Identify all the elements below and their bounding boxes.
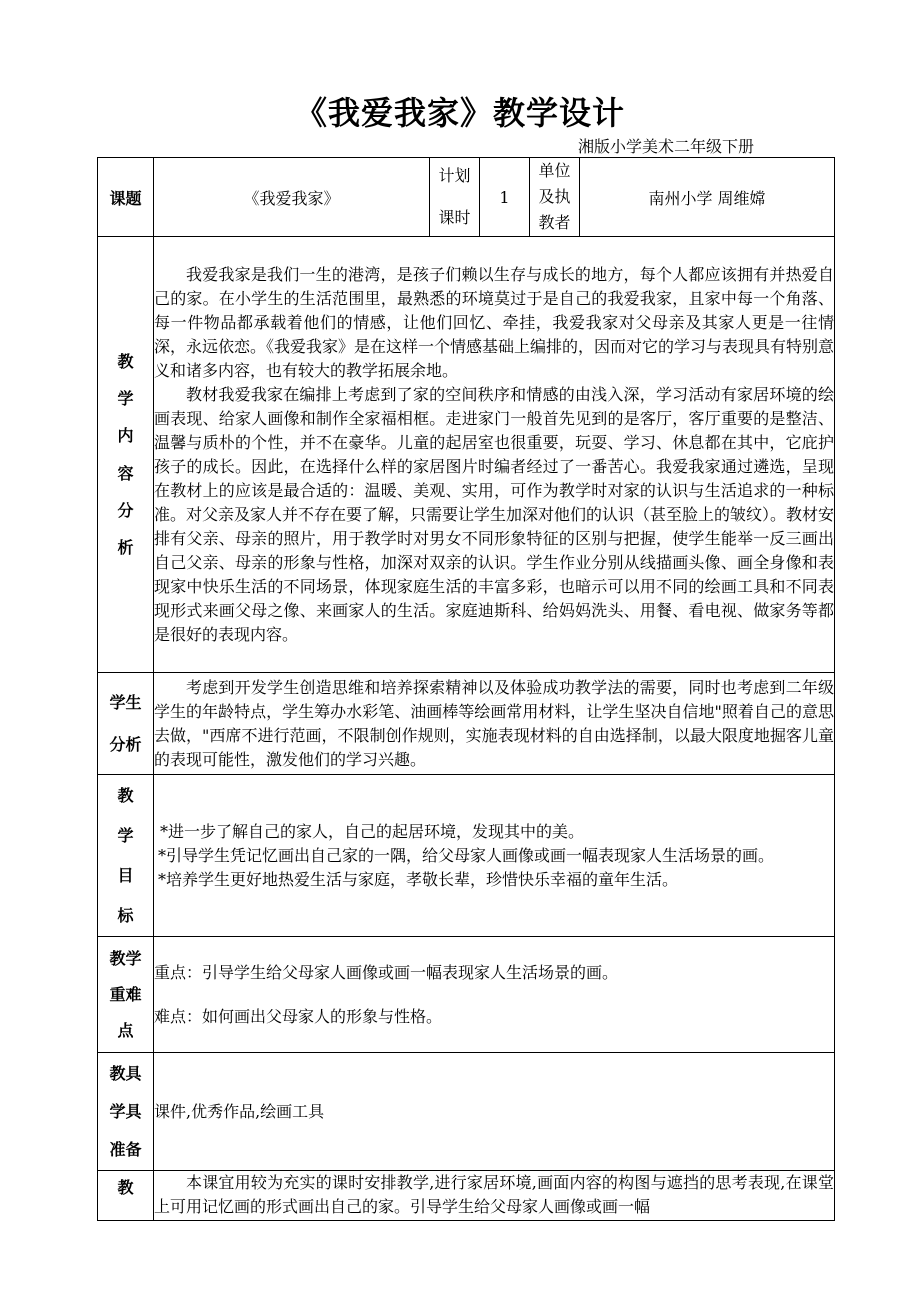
label-line: 学具: [109, 1101, 142, 1121]
label-line: 教具: [109, 1063, 142, 1083]
hours-label-line: 课时: [438, 208, 471, 227]
label-line: 教学: [109, 948, 142, 968]
goals-row: [98, 775, 835, 937]
topic-value: 《我爱我家》: [154, 158, 430, 237]
hours-value: 1: [480, 158, 530, 237]
label-char: 内: [117, 426, 134, 446]
lesson-plan-table: [97, 157, 835, 1221]
label-char: 目: [117, 865, 134, 885]
key-points-row: [98, 937, 835, 1053]
unit-label: [530, 158, 580, 237]
teaching-label: 教: [98, 1171, 154, 1221]
label-char: 标: [117, 905, 134, 925]
page-title: 《我爱我家》教学设计: [294, 94, 625, 132]
label-line: 重难: [109, 984, 142, 1004]
teaching-text: 本课宜用较为充实的课时安排教学,进行家居环境,画面内容的构图与遮挡的思考表现,在课堂上可用记忆画的形式画出自己的家。引导学生给父母家人画像或画一幅: [154, 1171, 835, 1221]
label-line: 分析: [109, 734, 142, 754]
label-char: 教: [117, 351, 134, 371]
subtitle: 湘版小学美术二年级下册: [578, 137, 755, 156]
hours-label-line: 计划: [438, 166, 471, 185]
materials-row: [98, 1053, 835, 1171]
hours-label: [430, 158, 480, 237]
key-points-text: [154, 937, 835, 1053]
unit-label-line: 教者: [538, 213, 571, 232]
goals-label: [98, 775, 154, 937]
goal-item: *培养学生更好地热爱生活与家庭，孝敬长辈，珍惜快乐幸福的童年生活。: [158, 869, 679, 889]
label-char: 分: [117, 500, 134, 520]
goal-item: *进一步了解自己的家人，自己的起居环境，发现其中的美。: [160, 821, 585, 841]
label-line: 准备: [109, 1139, 142, 1159]
topic-label: 课题: [98, 158, 154, 237]
content-paragraph: 教材我爱我家在编排上考虑到了家的空间秩序和情感的由浅入深，学习活动有家居环境的绘画表现、给家人画像和制作全家福相框。走进家门一般首先见到的是客厅，客厅重要的是整洁、温馨与质朴的个性，并不在豪华。儿童的起居室也很重要，玩耍、学习、休息都在其中，它庇护孩子的成长。因此，在选择什么样的家居图片时编者经过了一番苦心。我爱我家通过遴选，呈现在教材上的应该是最合适的：温暖、美观、实用，可作为教学时对家的认识与生活追求的一种标准。对父亲及家人并不存在要了解，只需要让学生加深对他们的认识（甚至脸上的皱纹）。教材安排有父亲、母亲的照片，用于教学时对男女不同形象特征的区别与把握，使学生能举一反三画出自己父亲、母亲的形象与性格，加深对双亲的认识。学生作业分别从线描画头像、画全身像和表现家中快乐生活的不同场景，体现家庭生活的丰富多彩，也暗示可以用不同的绘画工具和不同表现形式来画父母之像、来画家人的生活。家庭迪斯科、给妈妈洗头、用餐、看电视、做家务等都是很好的表现内容。: [154, 384, 835, 644]
label-line: 学生: [109, 692, 142, 712]
content-paragraph: 我爱我家是我们一生的港湾，是孩子们赖以生存与成长的地方，每个人都应该拥有并热爱自己的家。在小学生的生活范围里，最熟悉的环境莫过于是自己的我爱我家，且家中每一个角落、每一件物品都承载着他们的情感，让他们回忆、牵挂，我爱我家对父母亲及其家人更是一往情深，永远依恋。《我爱我家》是在这样一个情感基础上编排的，因而对它的学习与表现具有特别意义和诸多内容，也有较大的教学拓展余地。: [154, 264, 835, 380]
label-line: 点: [117, 1020, 134, 1040]
student-analysis-row: [98, 673, 835, 775]
key-point: 重点：引导学生给父母家人画像或画一幅表现家人生活场景的画。: [154, 962, 619, 982]
student-analysis-label: [98, 673, 154, 775]
difficulty-point: 难点：如何画出父母家人的形象与性格。: [154, 1006, 443, 1026]
unit-label-line: 单位: [538, 161, 571, 180]
content-analysis-text: [154, 237, 835, 673]
key-points-label: [98, 937, 154, 1053]
materials-label: [98, 1053, 154, 1171]
unit-value: 南州小学 周维嫦: [580, 158, 835, 237]
label-char: 学: [117, 389, 134, 409]
materials-text: 课件,优秀作品,绘画工具: [154, 1053, 835, 1171]
goal-item: *引导学生凭记忆画出自己家的一隅，给父母家人画像或画一幅表现家人生活场景的画。: [158, 845, 775, 865]
goals-text: [154, 775, 835, 937]
label-char: 析: [117, 537, 134, 557]
student-analysis-text: 考虑到开发学生创造思维和培养探索精神以及体验成功教学法的需要，同时也考虑到二年级学生的年龄特点，学生筹办水彩笔、油画棒等绘画常用材料，让学生坚决自信地"照着自己的意思去做，"西席不进行范画，不限制创作规则，实施表现材料的自由选择制，以最大限度地掘客儿童的表现可能性，激发他们的学习兴趣。: [154, 673, 835, 775]
label-char: 教: [117, 785, 134, 805]
teaching-row: [98, 1171, 835, 1221]
label-char: 容: [117, 463, 134, 483]
unit-label-line: 及执: [538, 187, 571, 206]
content-analysis-row: [98, 237, 835, 673]
header-row: [98, 158, 835, 237]
label-char: 学: [117, 825, 134, 845]
content-analysis-label: [98, 237, 154, 673]
